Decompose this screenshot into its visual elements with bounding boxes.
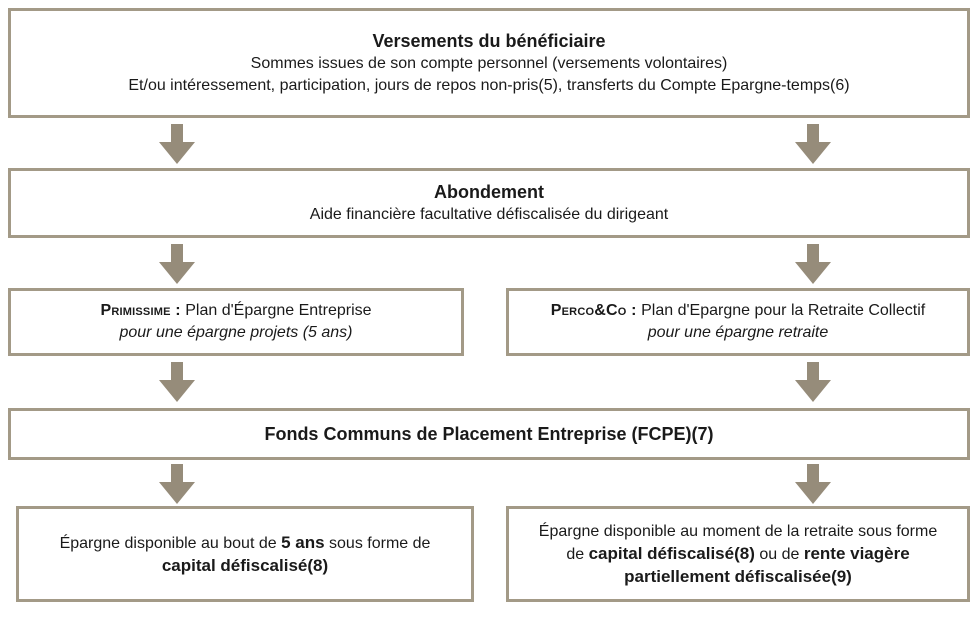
left-result-part1: Épargne disponible au bout de bbox=[59, 534, 277, 552]
right-result-line-2 bbox=[566, 543, 909, 566]
right-result-bold1: capital défiscalisé(8) bbox=[588, 543, 755, 563]
primissime-name: Primissime : bbox=[100, 302, 181, 319]
arrow-down-icon bbox=[795, 244, 831, 284]
arrow-down-icon bbox=[795, 124, 831, 164]
left-result-bold1: 5 ans bbox=[281, 532, 325, 552]
right-result-bold3: partiellement défiscalisée(9) bbox=[624, 566, 852, 586]
versements-title: Versements du bénéficiaire bbox=[372, 31, 606, 51]
primissime-desc: Plan d'Épargne Entreprise bbox=[185, 302, 372, 319]
primissime-box bbox=[8, 288, 464, 356]
right-result-box bbox=[506, 506, 970, 602]
perco-box bbox=[506, 288, 970, 356]
arrow-down-icon bbox=[159, 244, 195, 284]
abondement-box bbox=[8, 168, 970, 238]
arrow-down-icon bbox=[159, 464, 195, 504]
right-result-part2: ou de bbox=[759, 545, 800, 563]
perco-heading bbox=[551, 300, 925, 322]
primissime-heading bbox=[100, 300, 371, 322]
versements-line-2: Et/ou intéressement, participation, jours de repos non-pris(5), transferts du Compte Epargne-temps(6) bbox=[128, 77, 850, 94]
left-result-box bbox=[16, 506, 474, 602]
perco-sub: pour une épargne retraite bbox=[647, 324, 829, 341]
left-result-part2: sous forme de bbox=[329, 534, 431, 552]
right-result-bold2: rente viagère bbox=[803, 543, 910, 563]
primissime-sub: pour une épargne projets (5 ans) bbox=[119, 324, 353, 341]
arrow-down-icon bbox=[159, 124, 195, 164]
fcpe-box bbox=[8, 408, 970, 460]
fcpe-title: Fonds Communs de Placement Entreprise (FCPE)(7) bbox=[264, 424, 714, 444]
left-result-bold2: capital défiscalisé(8) bbox=[161, 555, 329, 575]
left-result-line-1 bbox=[60, 532, 431, 555]
right-result-line-1: Épargne disponible au moment de la retraite sous forme bbox=[538, 522, 938, 540]
perco-name: Perco&Co : bbox=[550, 302, 637, 319]
arrow-down-icon bbox=[795, 464, 831, 504]
versements-box bbox=[8, 8, 970, 118]
versements-line-1: Sommes issues de son compte personnel (versements volontaires) bbox=[250, 55, 728, 72]
right-result-part1: de bbox=[566, 545, 585, 563]
arrow-down-icon bbox=[159, 362, 195, 402]
perco-desc: Plan d'Epargne pour la Retraite Collectif bbox=[641, 302, 926, 319]
arrow-down-icon bbox=[795, 362, 831, 402]
abondement-title: Abondement bbox=[434, 182, 544, 202]
abondement-line-1: Aide financière facultative défiscalisée du dirigeant bbox=[309, 206, 669, 223]
